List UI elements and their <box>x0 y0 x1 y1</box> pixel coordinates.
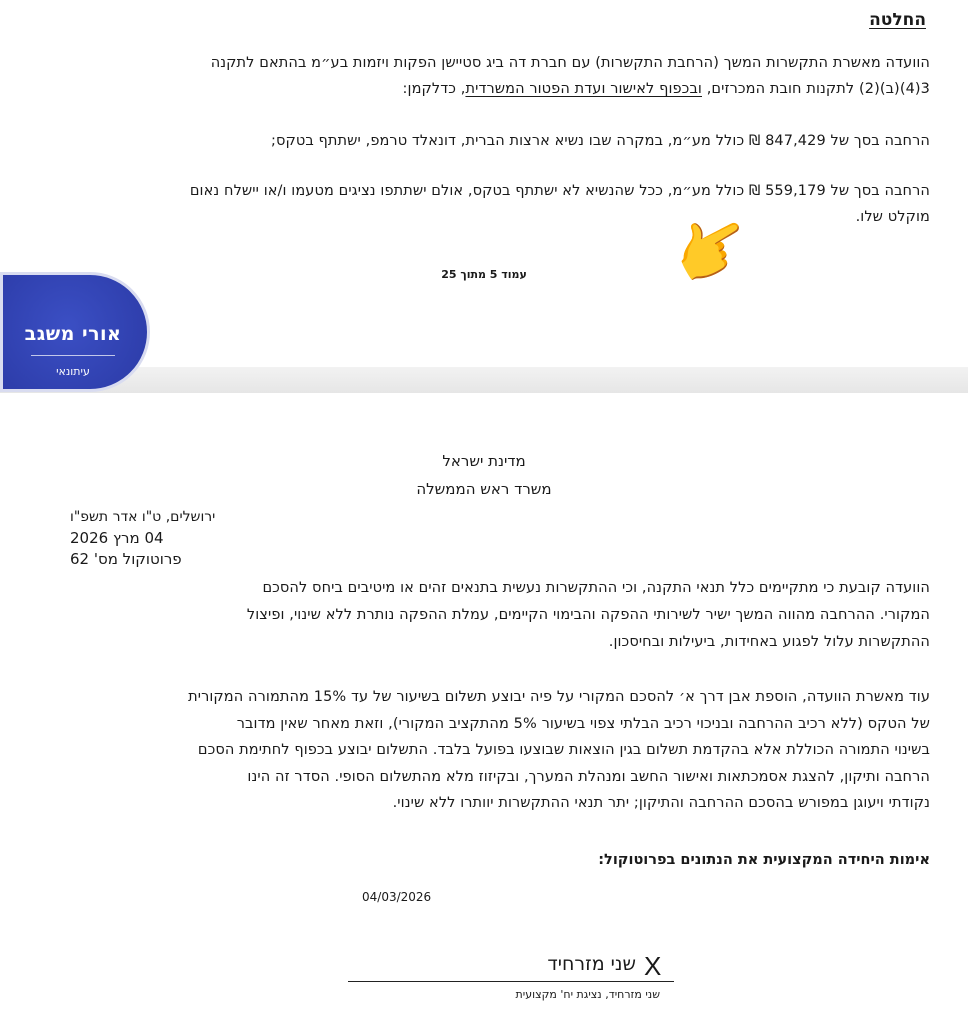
state-of-israel: מדינת ישראל <box>442 452 526 470</box>
decision-line-2-c: , כדלקמן: <box>402 81 466 97</box>
decision-heading: החלטה <box>869 10 926 30</box>
milestone-line-2: של הטקס (ללא רכיב ההרחבה ובניכוי רכיב הבלתי צפוי בשיעור 5% מהתקציב המקורי), וזאת מאחר שאין מדובר <box>236 715 930 732</box>
milestone-paragraph <box>38 684 930 817</box>
decision-paragraph <box>40 50 930 102</box>
pointing-hand-emoji: 👉 <box>659 198 765 302</box>
verification-heading: אימות היחידה המקצועית את הנתונים בפרוטוקול: <box>598 852 930 868</box>
badge-separator <box>31 355 115 356</box>
conditions-line-3: ההתקשרות עלול לפגוע באחידות, ביעילות ובחיסכון. <box>608 634 930 650</box>
milestone-line-1: עוד מאשרת הוועדה, הוספת אבן דרך א׳ להסכם המקורי על פיה יבוצע תשלום בשיעור של עד 15% מהתמורה המקורית <box>188 689 930 705</box>
journalist-name: אורי משגב <box>24 323 122 345</box>
milestone-line-3: בשינוי התמורה הכוללת אלא בהקדמת תשלום בגין הוצאות שבוצעו בפועל בלבד. התשלום יבוצע בכפוף לחתימת הסכם <box>197 742 930 758</box>
conditions-paragraph <box>38 575 930 656</box>
milestone-line-5: נקודתי ויעוגן במפורש בהסכם ההרחבה והתיקון; יתר תנאי ההתקשרות יוותרו ללא שינוי. <box>392 795 930 811</box>
page-divider <box>0 367 968 393</box>
protocol-header <box>70 507 270 570</box>
signature-x-mark: X <box>644 951 662 981</box>
expansion-without-president-line-1: הרחבה בסך של 559,179 ₪ כולל מע״מ, ככל שהנשיא לא ישתתף בטקס, אולם ישתתפו נציגים מטעמו ו/או יישלח נאום <box>189 183 930 199</box>
protocol-number: פרוטוקול מס' 62 <box>70 550 182 568</box>
exemption-committee-condition: ובכפוף לאישור ועדת הפטור המשרדית <box>465 81 702 97</box>
page-number: עמוד 5 מתוך 25 <box>441 268 527 281</box>
signature-name: שני מזרחיד <box>547 953 636 975</box>
place-date-hebrew: ירושלים, ט"ו אדר תשפ"ו <box>70 509 216 525</box>
signature-line <box>348 981 674 982</box>
journalist-role: עיתונאי <box>56 365 90 378</box>
decision-line-1: הוועדה מאשרת התקשרות המשך (הרחבת התקשרות) עם חברת דה ביג סטיישן הפקות ויזמות בע״מ בהתאם לתקנה <box>210 55 930 71</box>
decision-line-2-a: 3(4)(ב)(2) לתקנות חובת המכרזים, <box>701 81 930 97</box>
expansion-with-president: הרחבה בסך של 847,429 ₪ כולל מע״מ, במקרה שבו נשיא ארצות הברית, דונאלד טרמפ, ישתתף בטקס; <box>270 133 930 149</box>
signature-caption: שני מזרחיד, נציגת יח' מקצועית <box>515 988 660 1001</box>
journalist-badge <box>0 272 150 392</box>
conditions-line-2: המקורי. ההרחבה מהווה המשך ישיר לשירותי ההפקה והבימוי הקיימים, עמלת ההפקה נותרת ללא שינוי, ופיצול <box>246 607 930 623</box>
pm-office: משרד ראש הממשלה <box>416 480 552 498</box>
conditions-line-1: הוועדה קובעת כי מתקיימים כלל תנאי התקנה, וכי ההתקשרות נעשית בתנאים זהים או מיטיבים ביחס להסכם <box>262 580 930 596</box>
expansion-without-president <box>40 178 930 230</box>
expansion-without-president-line-2: מוקלט שלו. <box>855 209 930 225</box>
decision-line-2 <box>40 76 930 102</box>
verification-date: 04/03/2026 <box>362 890 432 904</box>
milestone-line-4: הרחבה ותיקון, להצגת אסמכתאות ואישור החשב ומנהלת המערך, ובקיזוז מלא מהתשלום הסופי. הסדר זה הינו <box>247 768 930 785</box>
date-gregorian: 04 מרץ 2026 <box>70 529 164 547</box>
